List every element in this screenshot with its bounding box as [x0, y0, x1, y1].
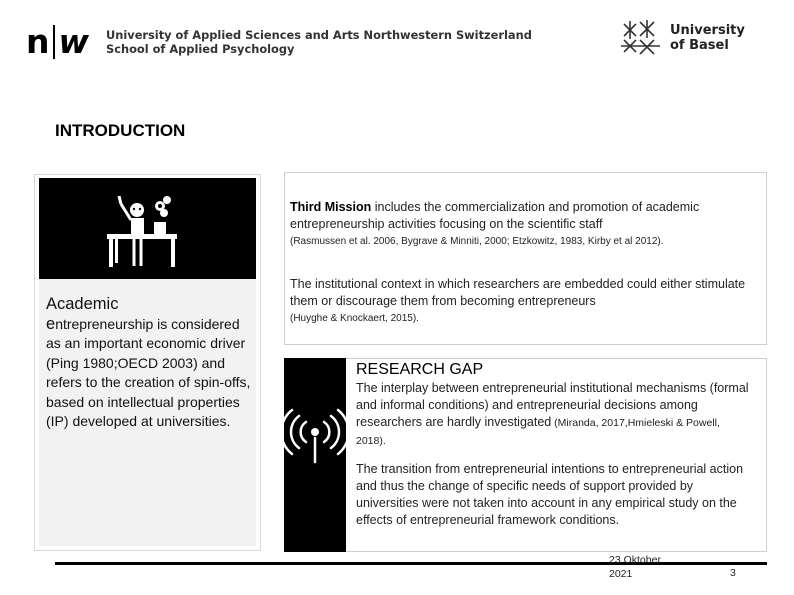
fhnw-logo [26, 22, 532, 62]
fhnw-name [106, 28, 532, 56]
fhnw-line1: University of Applied Sciences and Arts Northwestern Switzerland [106, 28, 532, 42]
third-mission-paragraph [290, 199, 750, 233]
unibas-name [670, 23, 745, 53]
academic-term: Academic [46, 295, 119, 313]
basel-star-logo-icon [620, 18, 664, 58]
fhnw-line2: School of Applied Psychology [106, 42, 295, 56]
third-mission-term: Third Mission [290, 200, 372, 214]
academic-initial: e [46, 314, 56, 333]
third-mission-text: includes the commercialization and promotion of academic entrepreneurship activities focusing on the scientific staff [290, 200, 700, 231]
research-gap-title: RESEARCH GAP [356, 361, 484, 378]
research-gap-paragraph-2: The transition from entrepreneurial intentions to entrepreneurial action and thus the change of specific needs of support provided by universities were not taken into account in any empirical study on the effects of entrepreneurial framework conditions. [356, 462, 744, 527]
research-gap-p1-citation: (Miranda, 2017,Hmieleski & Powell, 2018). [356, 417, 720, 447]
institutional-context-text: The institutional context in which researchers are embedded could either stimulate them or discourage them from becoming entrepreneurs [290, 277, 746, 308]
scientist-at-desk-icon [39, 178, 256, 279]
research-gap-icon-panel [284, 358, 346, 552]
research-gap-p1-text: The interplay between entrepreneurial institutional mechanisms (formal and informal conditions) and entrepreneurial decisions among researchers are hardly investigated [356, 381, 749, 429]
fhnw-mark-w: w [58, 22, 88, 61]
institutional-context-paragraph [290, 276, 750, 310]
fhnw-mark [26, 22, 88, 61]
academic-description [46, 295, 256, 432]
scientist-image [39, 178, 256, 279]
footer-date: 23 Oktober 2021 [609, 554, 661, 580]
institutional-context-citation: (Huyghe & Knockaert, 2015). [290, 313, 419, 324]
unibas-line1: University [670, 23, 745, 38]
section-title: INTRODUCTION [55, 121, 186, 140]
academic-body: ntrepreneurship is considered as an important economic driver (Ping 1980;OECD 2003) and refers to the creation of spin-offs, based on intellectual properties (IP) developed at universities. [46, 315, 251, 429]
page-number: 3 [730, 567, 736, 579]
third-mission-citation: (Rasmussen et al. 2006, Bygrave & Minniti, 2000; Etzkowitz, 1983, Kirby et al 2012). [290, 236, 664, 247]
unibas-line2: of Basel [670, 38, 729, 53]
signal-tower-icon [284, 358, 346, 552]
fhnw-mark-bar [53, 25, 55, 59]
unibas-logo [620, 18, 745, 58]
fhnw-mark-n: n [26, 22, 49, 61]
research-gap-paragraph-1 [356, 380, 751, 450]
